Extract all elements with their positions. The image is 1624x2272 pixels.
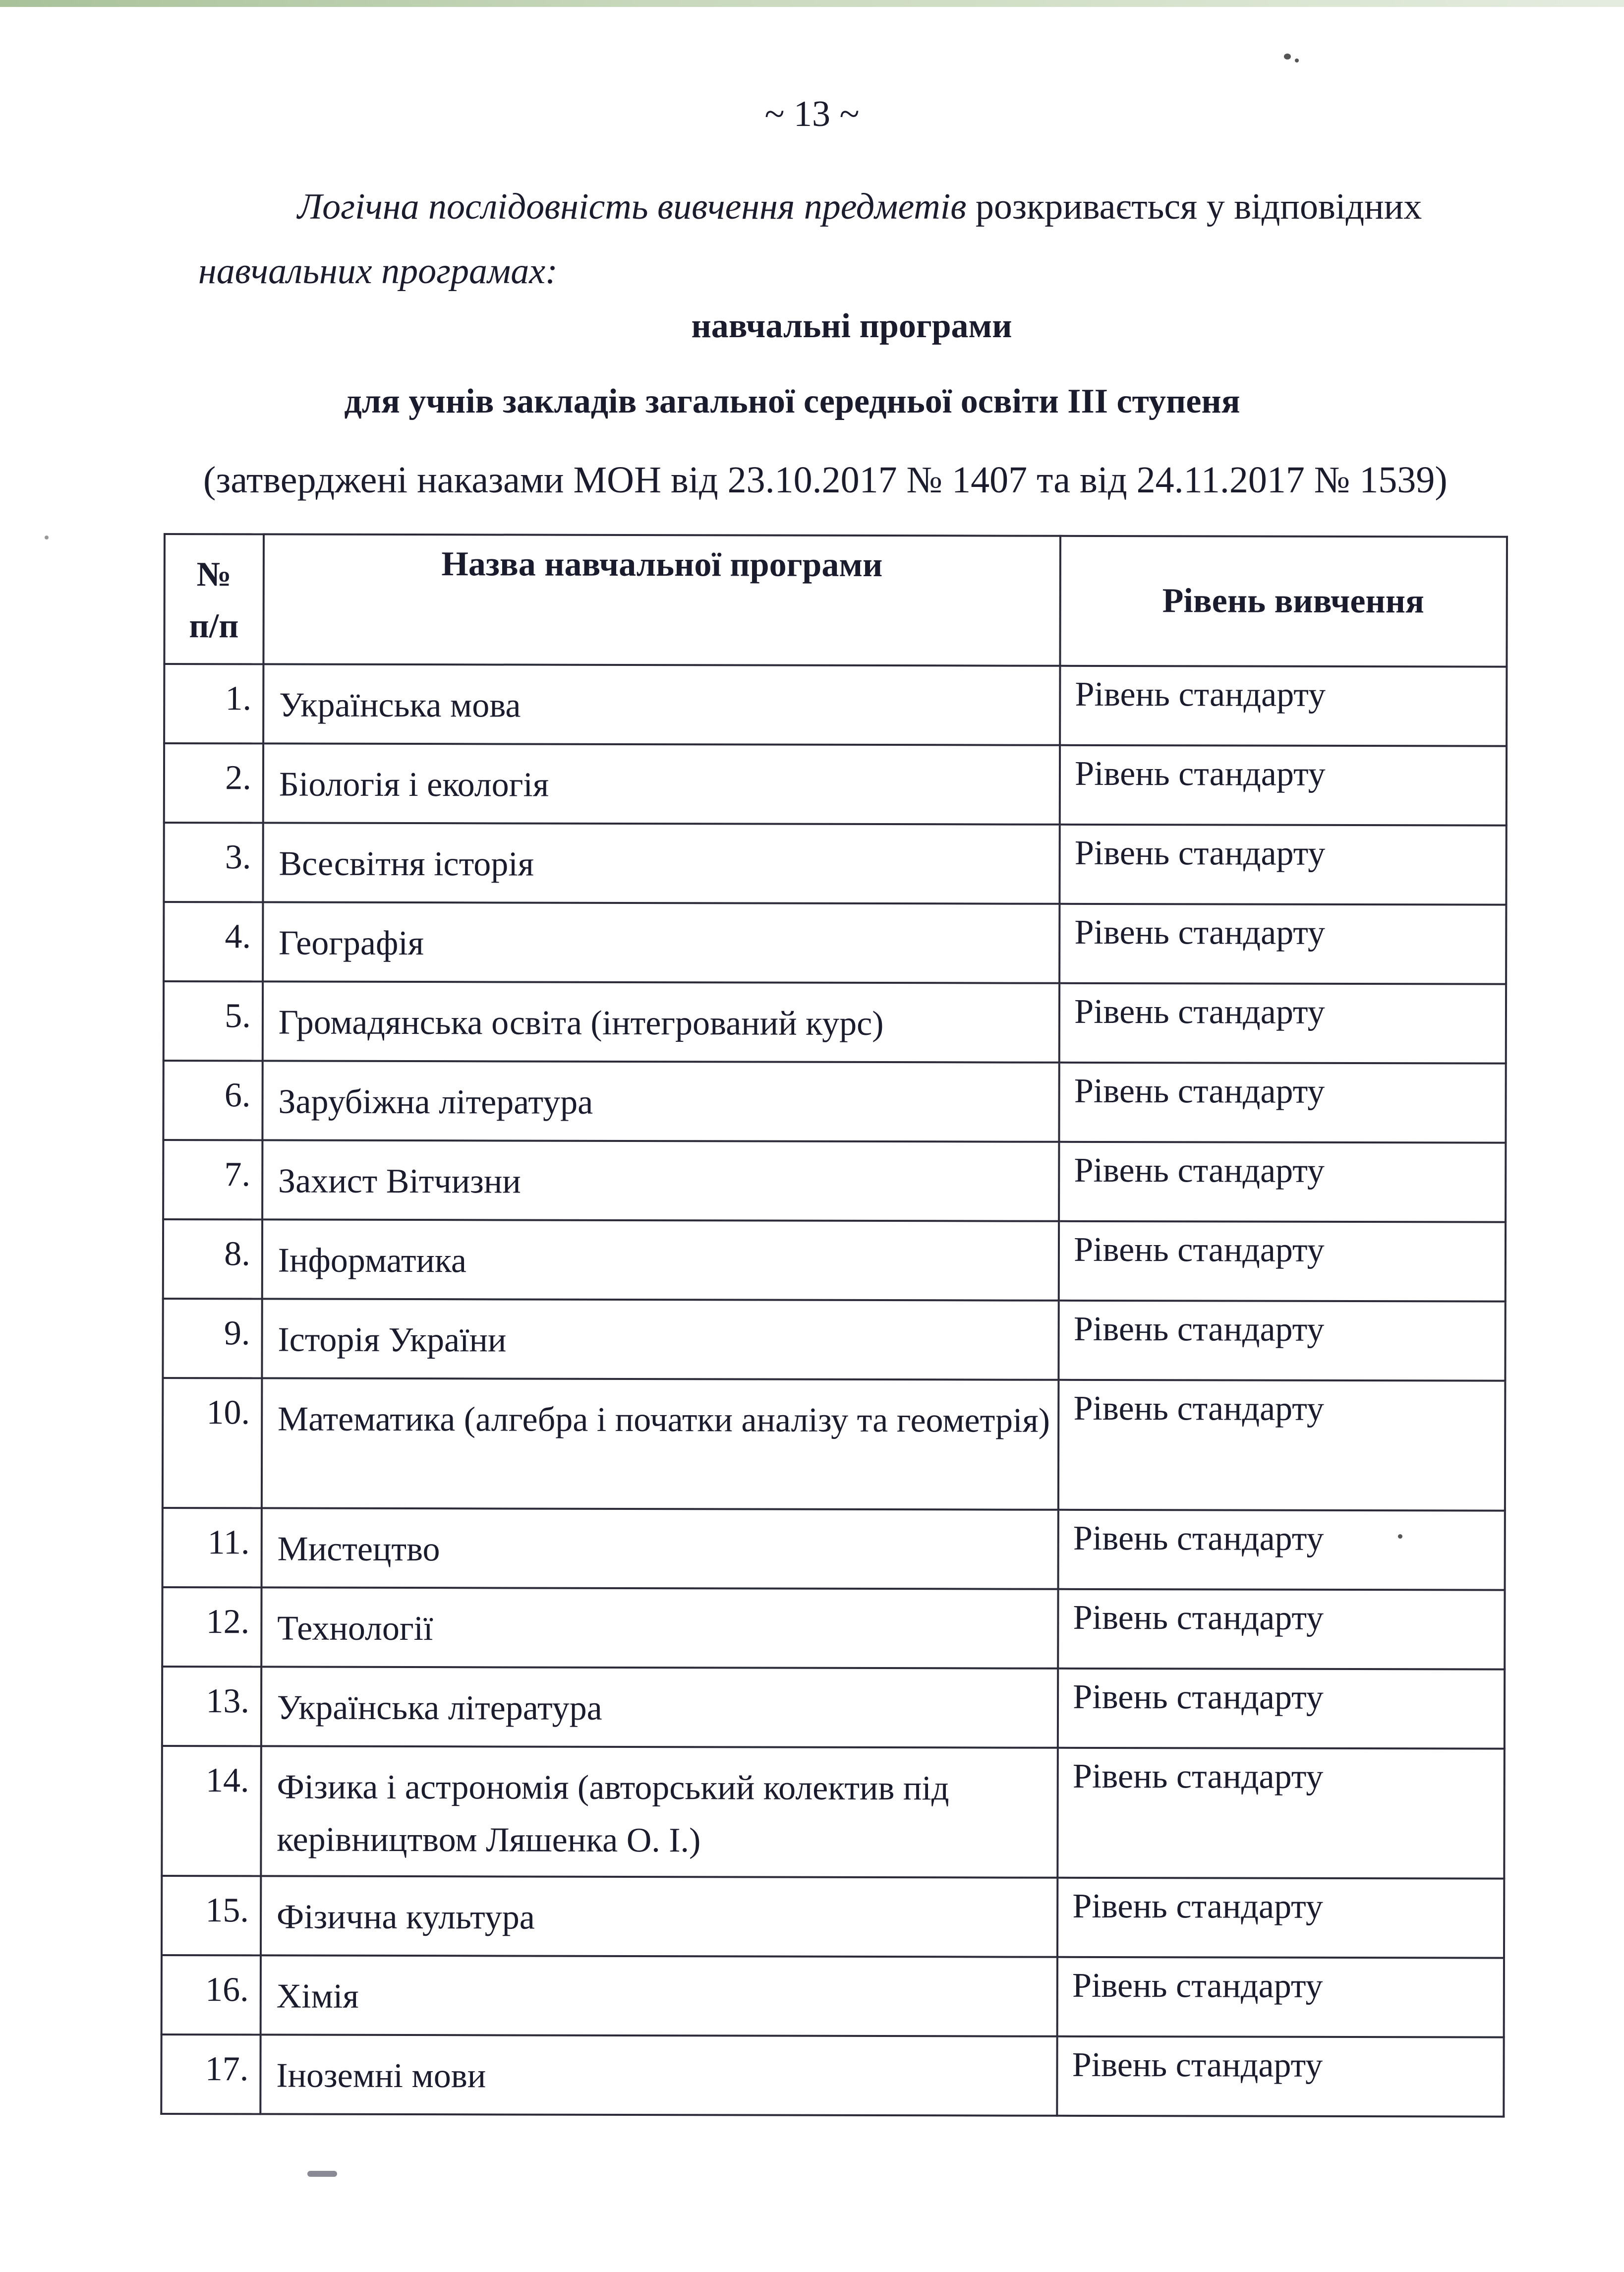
study-level: Рівень стандарту <box>1057 2036 1504 2117</box>
table-row <box>164 981 1506 1064</box>
program-name: Математика (алгебра і початки аналізу та геометрія) <box>262 1378 1059 1509</box>
scan-speck <box>1284 54 1291 60</box>
table-row <box>163 1219 1506 1302</box>
table-row <box>164 743 1507 826</box>
row-number: 14. <box>162 1746 261 1876</box>
row-number: 6. <box>163 1061 262 1140</box>
row-number: 15. <box>162 1876 261 1955</box>
table-row <box>161 2034 1504 2117</box>
row-number: 1. <box>164 664 263 743</box>
study-level: Рівень стандарту <box>1060 666 1507 746</box>
intro-paragraph <box>198 175 1507 303</box>
table-row <box>164 823 1506 905</box>
program-name: Мистецтво <box>261 1508 1058 1589</box>
study-level: Рівень стандарту <box>1060 825 1507 905</box>
table-row <box>162 1876 1504 1958</box>
intro-italic-tail: навчальних програмах: <box>198 251 558 292</box>
table-row <box>163 1299 1505 1381</box>
row-number: 2. <box>164 743 263 823</box>
scan-speck <box>1398 1534 1402 1539</box>
program-name: Фізична культура <box>261 1876 1058 1957</box>
study-level: Рівень стандарту <box>1058 1589 1505 1670</box>
table-row <box>163 1140 1506 1222</box>
program-name: Географія <box>263 902 1060 983</box>
program-name: Біологія і екологія <box>263 743 1060 824</box>
program-name: Іноземні мови <box>260 2034 1057 2115</box>
header-number-line1: № <box>196 555 232 594</box>
heading-line-1: навчальні програми <box>691 307 1012 345</box>
page-number: ~ 13 ~ <box>764 94 860 134</box>
study-level: Рівень стандарту <box>1058 1748 1505 1879</box>
table-header-row <box>164 534 1507 667</box>
study-level: Рівень стандарту <box>1059 1063 1506 1143</box>
row-number: 11. <box>163 1508 262 1587</box>
program-name: Всесвітня історія <box>263 823 1060 903</box>
row-number: 5. <box>164 981 263 1061</box>
row-number: 3. <box>164 823 263 902</box>
study-level: Рівень стандарту <box>1057 1957 1504 2037</box>
study-level: Рівень стандарту <box>1059 1301 1506 1381</box>
heading-line-2: для учнів закладів загальної середньої освіти ІІІ ступеня <box>344 382 1240 420</box>
row-number: 9. <box>163 1299 262 1378</box>
intro-first-line <box>198 175 1507 239</box>
table-row <box>163 1508 1505 1590</box>
table-row <box>163 1378 1506 1511</box>
study-level: Рівень стандарту <box>1059 983 1506 1064</box>
page-top-edge <box>0 0 1624 7</box>
header-program-name: Назва навчальної програми <box>263 534 1060 665</box>
row-number: 17. <box>161 2034 260 2114</box>
table-row <box>164 664 1507 746</box>
row-number: 4. <box>164 902 263 981</box>
intro-italic-lead: Логічна послідовність вивчення предметів <box>297 186 967 227</box>
study-level: Рівень стандарту <box>1058 1510 1505 1590</box>
programs-table <box>160 533 1508 2118</box>
program-name: Історія України <box>262 1299 1059 1379</box>
program-name: Українська література <box>261 1667 1058 1747</box>
program-name: Фізика і астрономія (авторський колектив під керівництвом Ляшенка О. І.) <box>261 1746 1058 1877</box>
study-level: Рівень стандарту <box>1059 904 1506 984</box>
row-number: 7. <box>163 1140 262 1219</box>
study-level: Рівень стандарту <box>1059 1221 1506 1302</box>
header-number <box>164 534 263 664</box>
intro-text-middle: розкривається у відповідних <box>966 186 1422 227</box>
study-level: Рівень стандарту <box>1057 1878 1504 1958</box>
header-number-line2: п/п <box>189 607 239 646</box>
row-number: 10. <box>163 1378 262 1508</box>
program-name: Захист Вітчизни <box>262 1140 1059 1221</box>
program-name: Зарубіжна література <box>262 1061 1059 1141</box>
study-level: Рівень стандарту <box>1058 1669 1505 1749</box>
approval-note: (затверджені наказами МОН від 23.10.2017 № 1407 та від 24.11.2017 № 1539) <box>203 459 1448 501</box>
scan-speck <box>307 2171 337 2177</box>
row-number: 16. <box>162 1955 261 2034</box>
table-row <box>162 1746 1505 1879</box>
scan-speck <box>1295 59 1299 62</box>
study-level: Рівень стандарту <box>1059 1142 1506 1222</box>
row-number: 13. <box>162 1667 261 1746</box>
table-row <box>162 1667 1505 1749</box>
program-name: Інформатика <box>262 1219 1059 1300</box>
program-name: Технології <box>261 1587 1058 1668</box>
program-name: Хімія <box>260 1955 1057 2036</box>
row-number: 8. <box>163 1219 262 1299</box>
table-row <box>163 1061 1506 1143</box>
table-row <box>162 1955 1504 2037</box>
study-level: Рівень стандарту <box>1060 745 1507 826</box>
scan-speck <box>45 536 49 539</box>
study-level: Рівень стандарту <box>1058 1380 1505 1511</box>
program-name: Українська мова <box>263 664 1060 745</box>
program-name: Громадянська освіта (інтегрований курс) <box>263 981 1060 1062</box>
row-number: 12. <box>162 1587 261 1667</box>
table-row <box>162 1587 1505 1670</box>
header-study-level: Рівень вивчення <box>1060 536 1507 667</box>
table-row <box>164 902 1506 984</box>
